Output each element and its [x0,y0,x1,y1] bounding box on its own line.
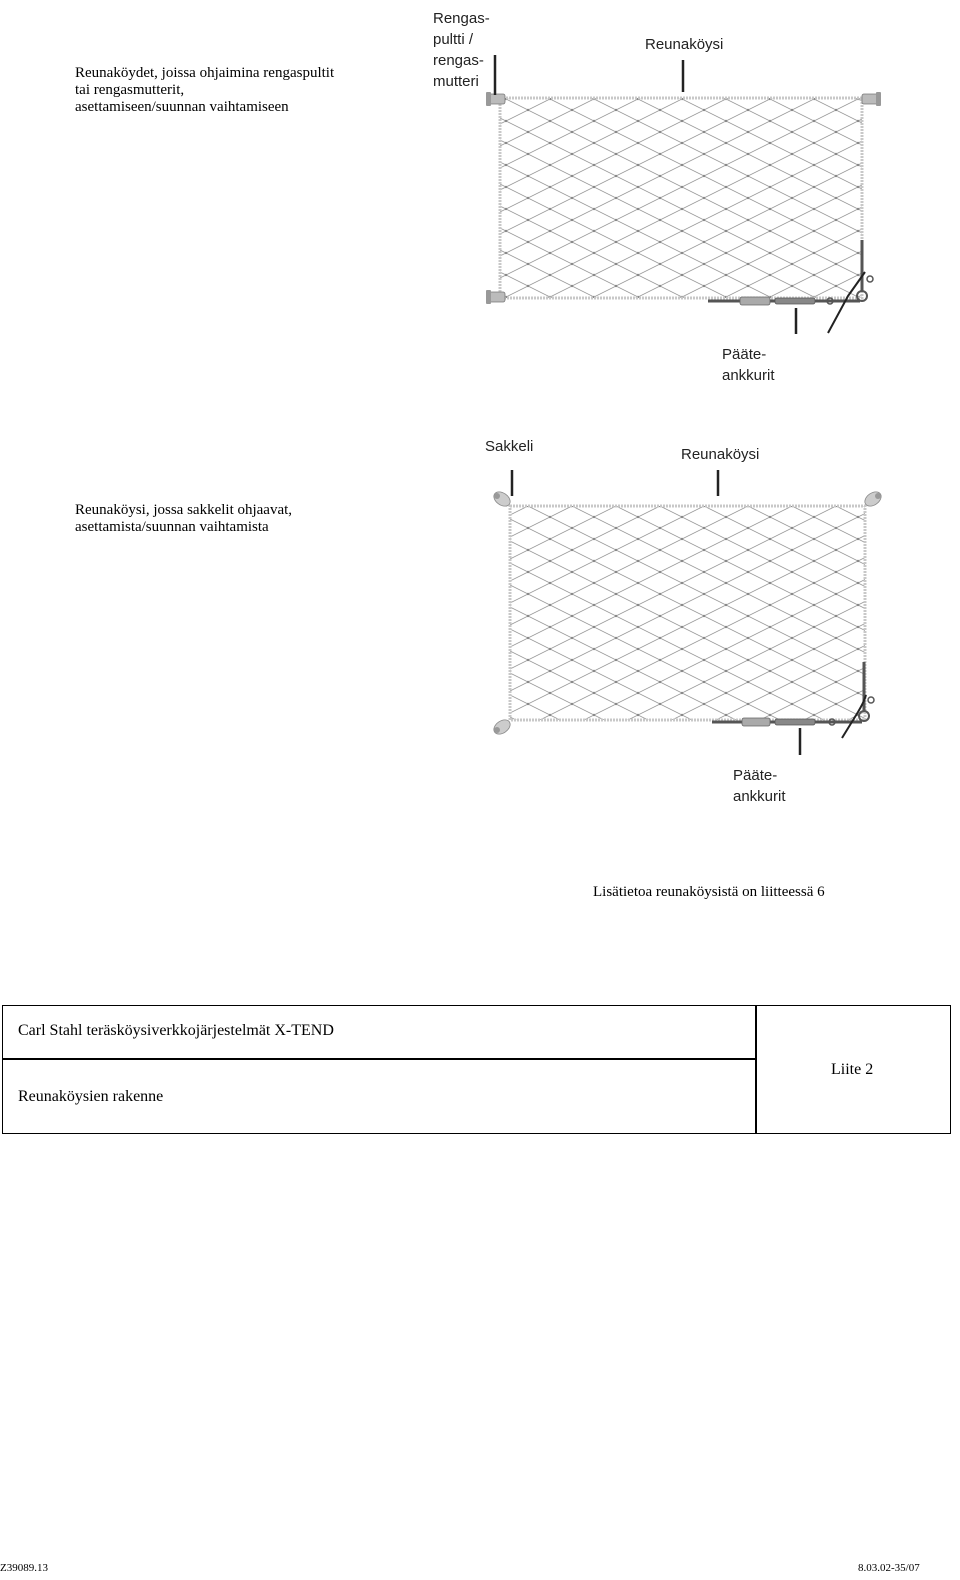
document-footer-table [2,1005,951,1134]
ring-bolt-label-line: rengas- [433,52,484,69]
end-anchor-label-line: ankkurit [733,788,786,805]
figure2-description-line: Reunaköysi, jossa sakkelit ohjaavat, [75,502,293,518]
footer-divider [3,1058,755,1060]
figure2-net [491,489,884,737]
end-anchor-label-line: Pääte- [733,767,778,784]
revision-code: 8.03.02-35/07 [858,1562,920,1574]
ring-bolt-icon [862,92,881,106]
figure1-description-line: asettamiseen/suunnan vaihtamiseen [75,99,289,115]
appendix-label: Liite 2 [831,1061,874,1078]
figure1-description-line: tai rengasmutterit, [75,82,185,98]
figure1-net [486,92,881,305]
more-info-note: Lisätietoa reunaköysistä on liitteessä 6 [593,884,825,900]
ring-bolt-label-line: Rengas- [433,10,490,27]
figure1-edge-rope-label: Reunaköysi [645,36,724,53]
document-title: Reunaköysien rakenne [18,1088,164,1105]
shackle-label: Sakkeli [485,438,534,455]
system-name: Carl Stahl teräsköysiverkkojärjestelmät X-TEND [18,1022,334,1039]
ring-bolt-icon [486,290,505,304]
end-anchor-label-line: Pääte- [722,346,767,363]
end-anchor-label-line: ankkurit [722,367,775,384]
figure2-description-line: asettamista/suunnan vaihtamista [75,519,269,535]
figure1-description-line: Reunaköydet, joissa ohjaimina rengaspultit [75,65,335,81]
ring-bolt-label-line: pultti / [433,31,474,48]
ring-bolt-label-line: mutteri [433,73,479,90]
footer-divider [755,1006,757,1133]
figure2-edge-rope-label: Reunaköysi [681,446,760,463]
document-code: Z39089.13 [0,1562,48,1574]
